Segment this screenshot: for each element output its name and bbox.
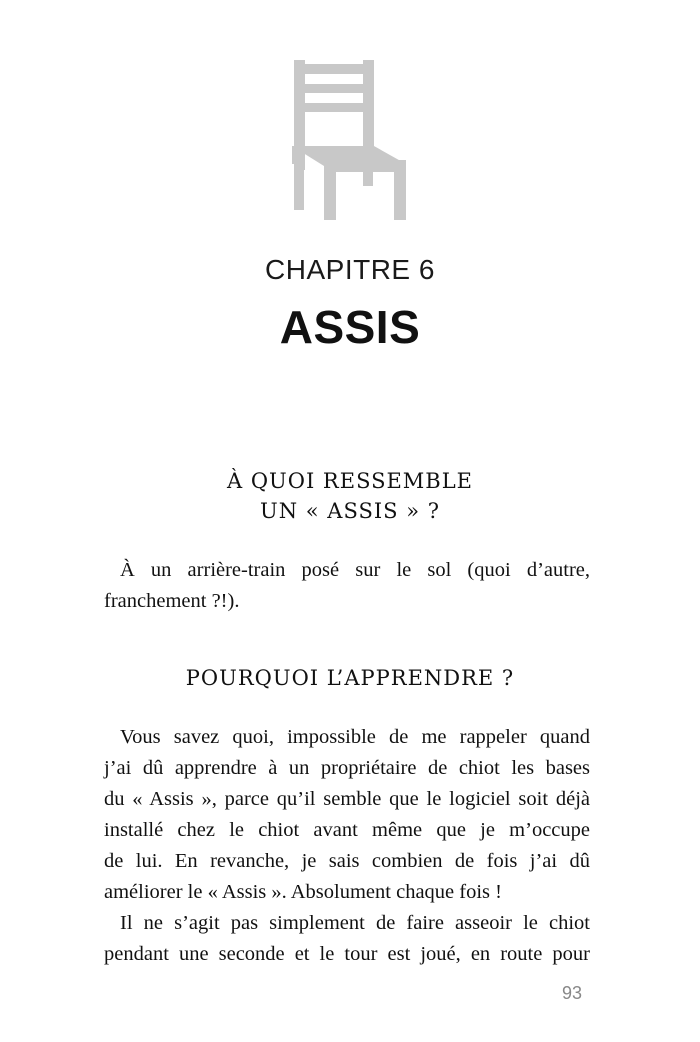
section-body xyxy=(104,555,590,617)
paragraph xyxy=(104,722,590,908)
text-line: du « Assis », parce qu’il semble que le logiciel soit déjà xyxy=(104,788,590,810)
chapter-title: ASSIS xyxy=(279,301,421,353)
paragraph xyxy=(104,555,590,617)
text-line: de lui. En revanche, je sais combien de fois j’ai dû xyxy=(104,850,590,872)
chair-icon xyxy=(288,60,408,220)
chapter-label: CHAPITRE 6 xyxy=(265,254,435,285)
section-heading xyxy=(0,663,700,693)
text-line: franchement ?!). xyxy=(104,590,240,612)
section-heading xyxy=(0,466,700,526)
text-line: installé chez le chiot avant même que je m’occupe xyxy=(104,819,590,841)
section-heading-line: À QUOI RESSEMBLE xyxy=(226,469,474,493)
paragraph xyxy=(104,908,590,970)
text-line: j’ai dû apprendre à un propriétaire de chiot les bases xyxy=(104,757,590,779)
text-line: pendant une seconde et le tour est joué, en route pour xyxy=(104,943,590,965)
section-heading-line: POURQUOI L’APPRENDRE ? xyxy=(185,666,515,690)
text-line: Vous savez quoi, impossible de me rappeler quand xyxy=(120,726,590,748)
page-number: 93 xyxy=(561,983,582,1003)
text-line: Il ne s’agit pas simplement de faire asseoir le chiot xyxy=(120,912,590,934)
section-body xyxy=(104,722,590,970)
text-line: améliorer le « Assis ». Absolument chaque fois ! xyxy=(104,881,502,903)
text-line: À un arrière-train posé sur le sol (quoi d’autre, xyxy=(120,559,590,581)
section-heading-line: UN « ASSIS » ? xyxy=(260,499,440,523)
